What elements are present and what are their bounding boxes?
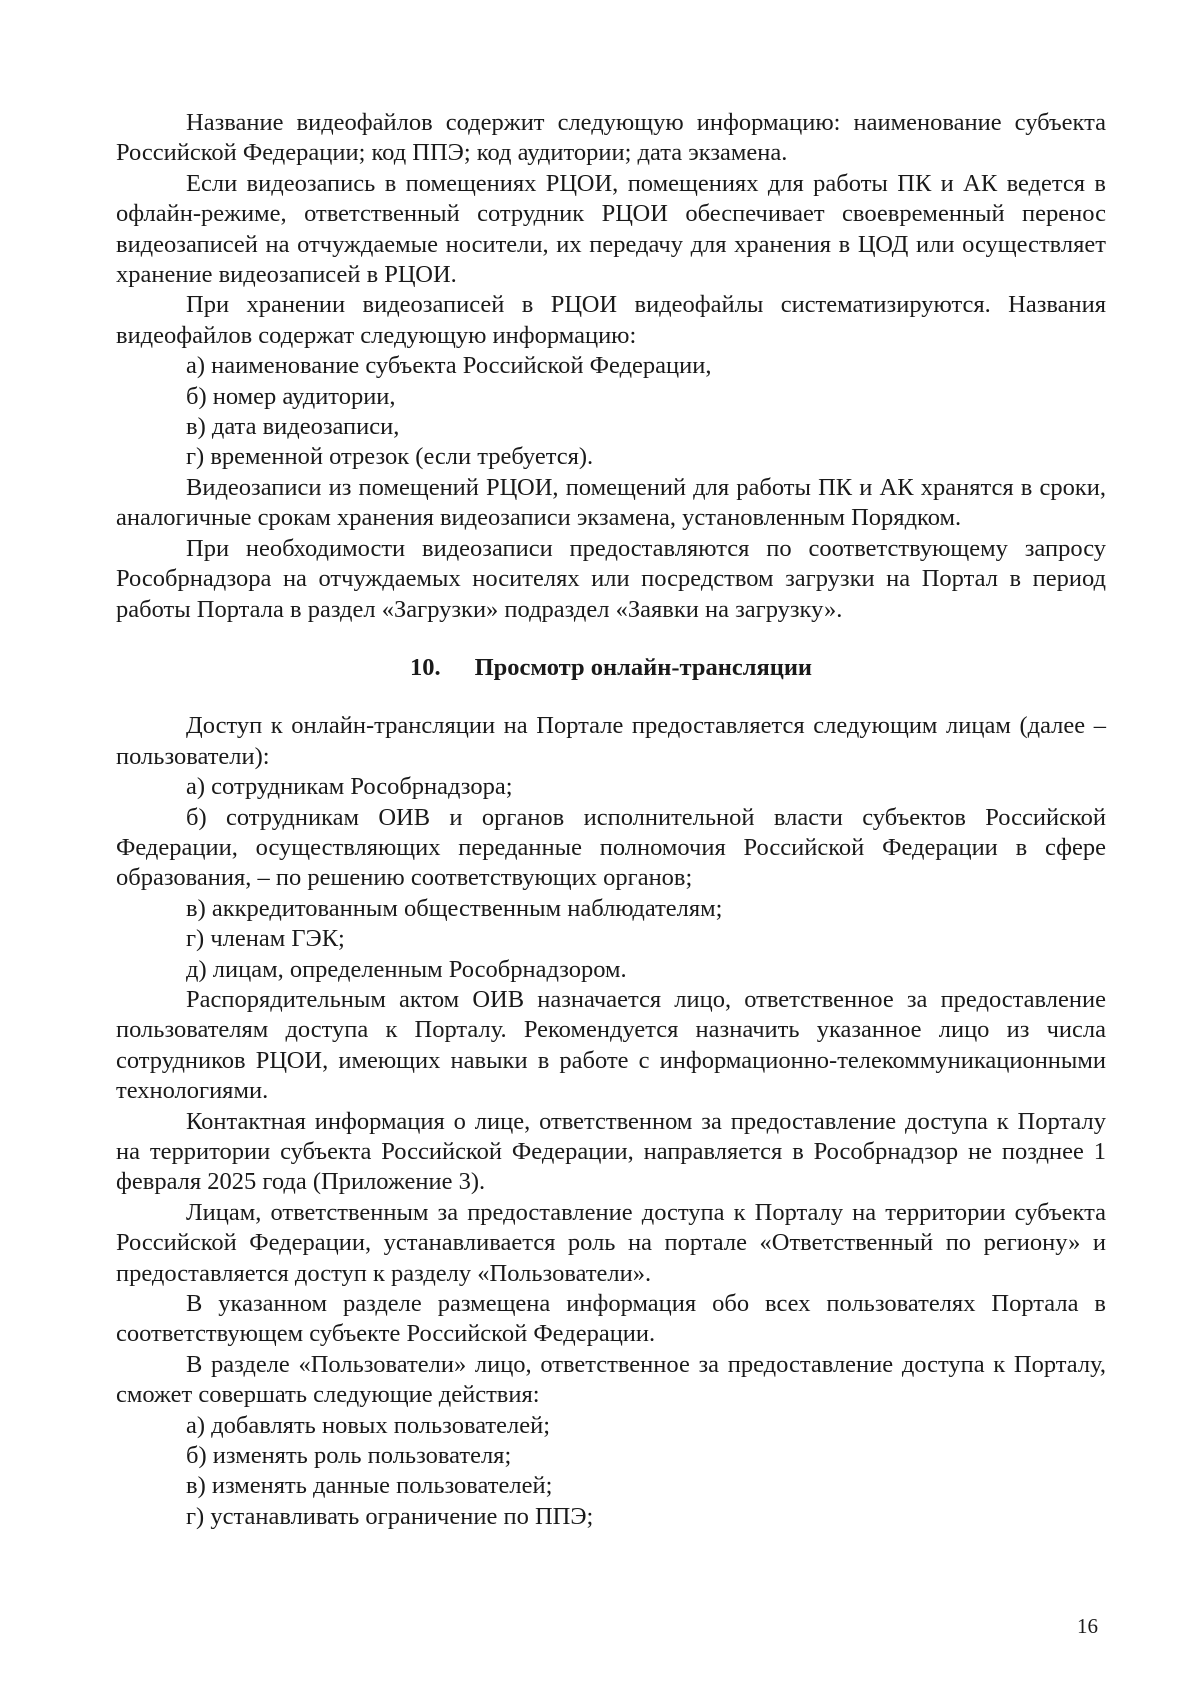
paragraph: Контактная информация о лице, ответственном за предоставление доступа к Порталу на территории субъекта Российской Федерации, направляется в Рособрнадзор не позднее 1 февраля 2025 года (Приложение 3).: [116, 1107, 1106, 1196]
section-heading: [116, 653, 1106, 683]
list-item: д) лицам, определенным Рособрнадзором.: [186, 955, 627, 983]
paragraph: Если видеозапись в помещениях РЦОИ, помещениях для работы ПК и АК ведется в офлайн-режиме, ответственный сотрудник РЦОИ обеспечивает своевременный перенос видеозаписей на отчуждаемые носители, их передачу для хранения в ЦОД или осуществляет хранение видеозаписей в РЦОИ.: [116, 169, 1106, 289]
page-number: 16: [1077, 1614, 1098, 1638]
list-item: в) дата видеозаписи,: [186, 413, 400, 441]
list-item: б) изменять роль пользователя;: [186, 1442, 512, 1470]
list-item: а) добавлять новых пользователей;: [186, 1411, 551, 1439]
section-number: 10.: [409, 653, 441, 681]
paragraph: При хранении видеозаписей в РЦОИ видеофайлы систематизируются. Названия видеофайлов содержат следующую информацию:: [116, 291, 1106, 349]
paragraph: Распорядительным актом ОИВ назначается лицо, ответственное за предоставление пользователям доступа к Порталу. Рекомендуется назначить указанное лицо из числа сотрудников РЦОИ, имеющих навыки в работе с информационно-телекоммуникационными технологиями.: [116, 985, 1106, 1105]
list-item: а) наименование субъекта Российской Федерации,: [186, 352, 712, 380]
list-item: в) изменять данные пользователей;: [186, 1472, 553, 1500]
document-page: [116, 108, 1106, 1532]
list-item: б) сотрудникам ОИВ и органов исполнительной власти субъектов Российской Федерации, осуществляющих переданные полномочия Российской Федерации в сфере образования, – по решению соответствующих органов;: [116, 803, 1106, 892]
list-item: г) членам ГЭК;: [186, 925, 345, 953]
list-item: г) устанавливать ограничение по ППЭ;: [186, 1502, 594, 1530]
paragraph: Название видеофайлов содержит следующую информацию: наименование субъекта Российской Федерации; код ППЭ; код аудитории; дата экзамена.: [116, 109, 1106, 167]
list-item: б) номер аудитории,: [186, 382, 396, 410]
paragraph: Видеозаписи из помещений РЦОИ, помещений для работы ПК и АК хранятся в сроки, аналогичные срокам хранения видеозаписи экзамена, установленным Порядком.: [116, 473, 1106, 532]
paragraph: Доступ к онлайн-трансляции на Портале предоставляется следующим лицам (далее – пользователи):: [116, 712, 1106, 770]
section-title: Просмотр онлайн-трансляции: [474, 653, 813, 681]
paragraph: Лицам, ответственным за предоставление доступа к Порталу на территории субъекта Российской Федерации, устанавливается роль на портале «Ответственный по региону» и предоставляется доступ к разделу «Пользователи».: [116, 1198, 1106, 1287]
list-item: в) аккредитованным общественным наблюдателям;: [186, 894, 723, 922]
list-item: а) сотрудникам Рособрнадзора;: [186, 773, 513, 801]
paragraph: При необходимости видеозаписи предоставляются по соответствующему запросу Рособрнадзора на отчуждаемых носителях или посредством загрузки на Портал в период работы Портала в раздел «Загрузки» подраздел «Заявки на загрузку».: [116, 534, 1106, 623]
paragraph: В разделе «Пользователи» лицо, ответственное за предоставление доступа к Порталу, сможет совершать следующие действия:: [116, 1350, 1106, 1409]
list-item: г) временной отрезок (если требуется).: [186, 443, 594, 471]
paragraph: В указанном разделе размещена информация обо всех пользователях Портала в соответствующем субъекте Российской Федерации.: [116, 1290, 1106, 1348]
